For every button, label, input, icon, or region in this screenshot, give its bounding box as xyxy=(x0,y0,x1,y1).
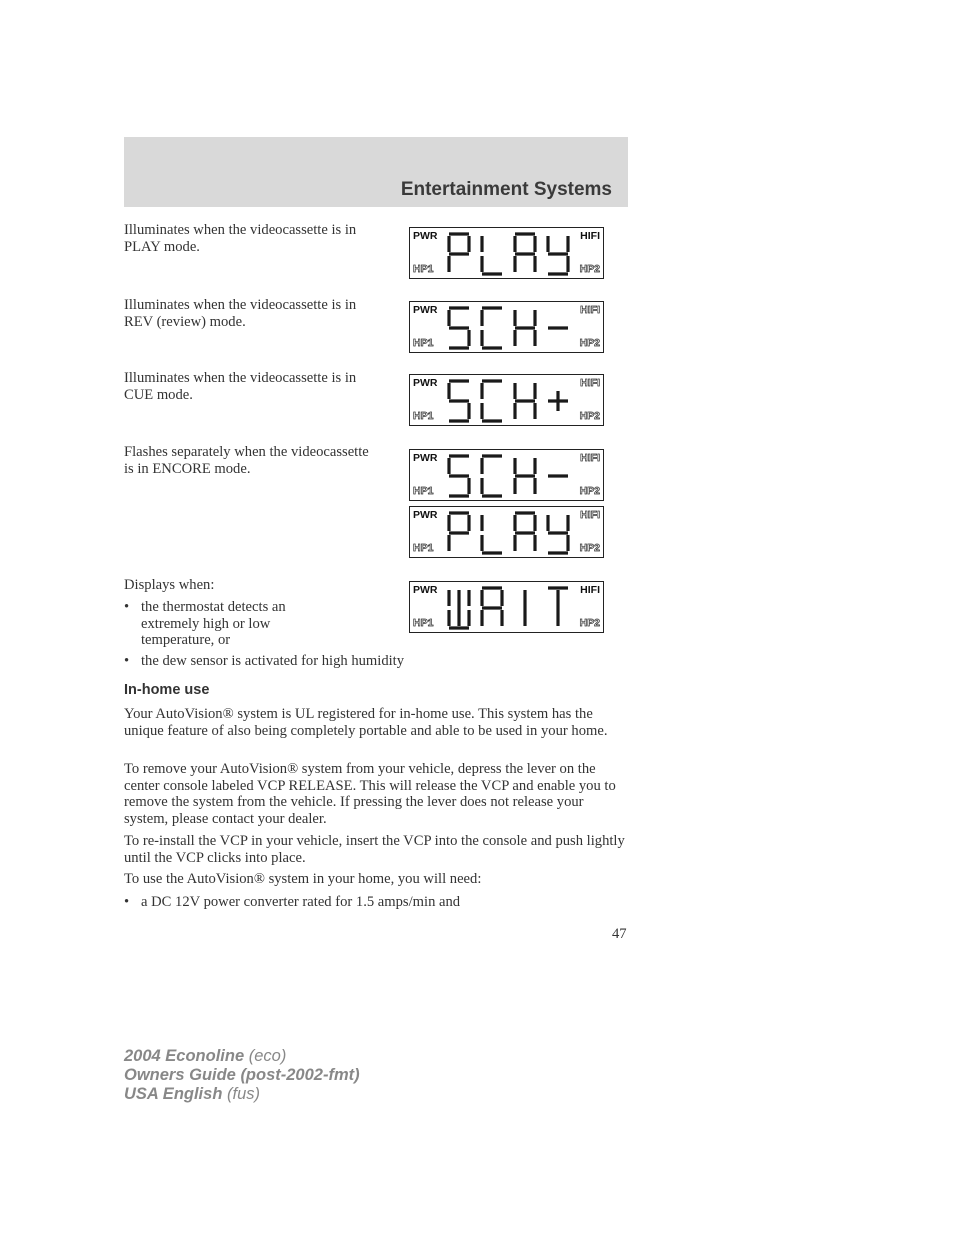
lcd-display-cue xyxy=(409,374,604,426)
segment-readout xyxy=(444,304,574,352)
page-number: 47 xyxy=(612,926,627,942)
cue-description: Illuminates when the videocassette is in CUE mode. xyxy=(124,370,357,403)
lcd-display-encore-play xyxy=(409,506,604,558)
footer-model: 2004 Econoline xyxy=(124,1047,245,1065)
hifi-indicator: HIFI xyxy=(580,230,600,242)
pwr-indicator: PWR xyxy=(413,452,438,464)
footer-model-code: (eco) xyxy=(244,1047,287,1065)
pwr-indicator: PWR xyxy=(413,584,438,596)
hp1-indicator: HP1 xyxy=(413,542,434,554)
hp2-indicator: HP2 xyxy=(579,337,600,349)
hp2-indicator: HP2 xyxy=(579,263,600,275)
hp2-indicator: HP2 xyxy=(579,542,600,554)
lcd-display-rev xyxy=(409,301,604,353)
paragraph: To use the AutoVision® system in your home, you will need: xyxy=(124,871,482,887)
paragraph: To remove your AutoVision® system from your vehicle, depress the lever on the center console labeled VCP RELEASE. This will release the VCP and enable you to remove the system from the vehicle. If pressing the lever does not release your system, please contact your dealer. xyxy=(124,761,616,827)
list-item: • the thermostat detects an extremely high or low temperature, or xyxy=(124,599,354,649)
hifi-indicator: HIFI xyxy=(580,584,600,596)
footer-language-code: (fus) xyxy=(222,1085,260,1103)
hp1-indicator: HP1 xyxy=(413,485,434,497)
bullet-text: the thermostat detects an extremely high or low temperature, or xyxy=(141,599,286,648)
document-footer xyxy=(124,1047,360,1104)
paragraph: Your AutoVision® system is UL registered for in-home use. This system has the unique feature of also being completely portable and able to be used in your home. xyxy=(124,706,608,739)
lcd-display-encore-rev xyxy=(409,449,604,501)
segment-readout xyxy=(444,452,574,500)
header-band xyxy=(124,137,628,207)
footer-language: USA English xyxy=(124,1085,223,1103)
footer-guide: Owners Guide (post-2002-fmt) xyxy=(124,1066,360,1084)
section-title: Entertainment Systems xyxy=(400,179,612,200)
segment-readout xyxy=(444,584,574,632)
hp2-indicator: HP2 xyxy=(579,485,600,497)
hp1-indicator: HP1 xyxy=(413,263,434,275)
paragraph: To re-install the VCP in your vehicle, insert the VCP into the console and push lightly until the VCP clicks into place. xyxy=(124,833,625,866)
segment-readout xyxy=(444,230,574,278)
pwr-indicator: PWR xyxy=(413,304,438,316)
list-item: • the dew sensor is activated for high humidity xyxy=(124,653,630,671)
lcd-display-wait xyxy=(409,581,604,633)
hp2-indicator: HP2 xyxy=(579,410,600,422)
hp1-indicator: HP1 xyxy=(413,337,434,349)
subsection-heading: In-home use xyxy=(124,682,210,698)
play-description: Illuminates when the videocassette is in PLAY mode. xyxy=(124,222,357,255)
segment-readout xyxy=(444,377,574,425)
hp2-indicator: HP2 xyxy=(579,617,600,629)
hifi-indicator: HIFI xyxy=(580,304,600,316)
pwr-indicator: PWR xyxy=(413,230,438,242)
segment-readout xyxy=(444,509,574,557)
hifi-indicator: HIFI xyxy=(580,509,600,521)
pwr-indicator: PWR xyxy=(413,509,438,521)
wait-intro: Displays when: xyxy=(124,577,215,593)
list-item: • a DC 12V power converter rated for 1.5 amps/min and xyxy=(124,894,630,912)
hifi-indicator: HIFI xyxy=(580,377,600,389)
hp1-indicator: HP1 xyxy=(413,617,434,629)
encore-description: Flashes separately when the videocassette is in ENCORE mode. xyxy=(124,444,369,477)
rev-description: Illuminates when the videocassette is in REV (review) mode. xyxy=(124,297,357,330)
lcd-display-play xyxy=(409,227,604,279)
bullet-text: a DC 12V power converter rated for 1.5 amps/min and xyxy=(141,894,461,910)
pwr-indicator: PWR xyxy=(413,377,438,389)
hp1-indicator: HP1 xyxy=(413,410,434,422)
bullet-text: the dew sensor is activated for high humidity xyxy=(141,653,405,669)
hifi-indicator: HIFI xyxy=(580,452,600,464)
